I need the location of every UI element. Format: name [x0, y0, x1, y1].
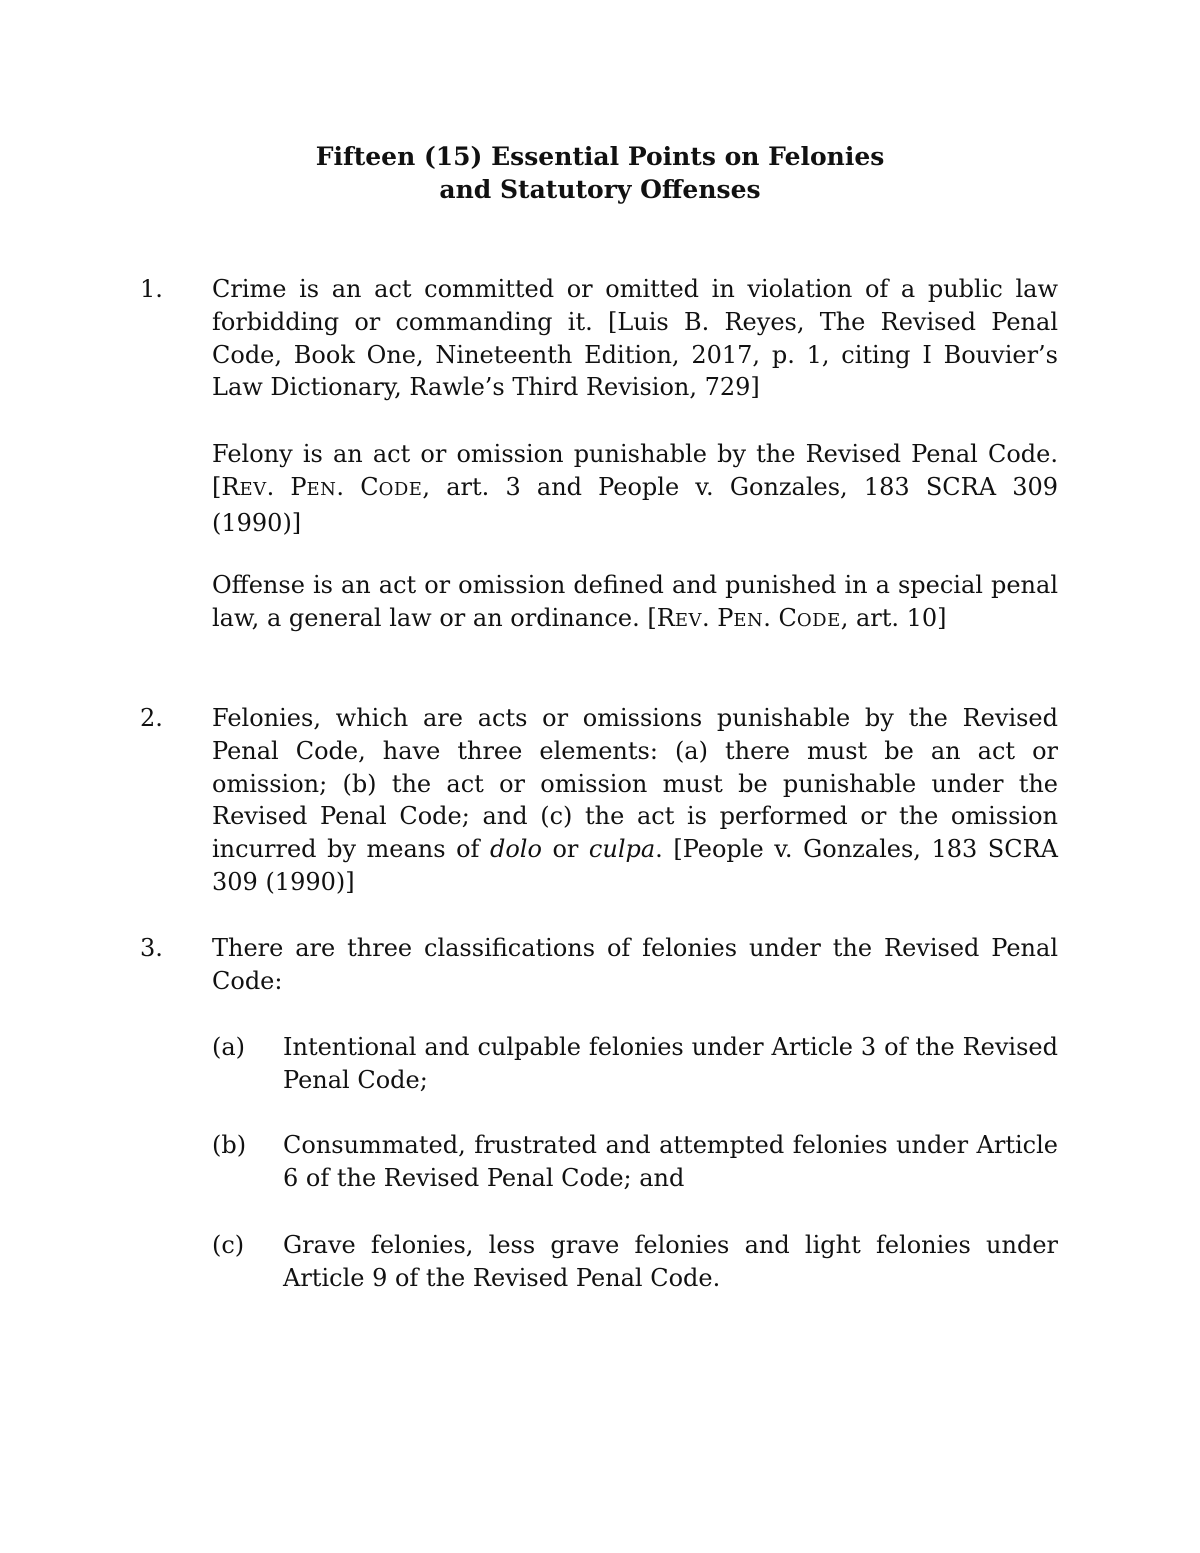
text-segment: Felony is an act or omission punishable by the Revised Penal Code. [R [212, 440, 1058, 501]
item-text: There are three classifications of felonies under the Revised Penal Code: [212, 934, 1058, 995]
italic-term: dolo [489, 835, 542, 864]
text-segment: , art. 3 and People v. Gonzales, 183 SCRA 309 (1990)] [212, 472, 1059, 537]
text-segment: . P [266, 472, 307, 501]
item-number: 3. [140, 934, 163, 962]
sub-item-a [212, 1031, 1058, 1097]
italic-term: culpa [588, 835, 656, 864]
text-segment: . P [701, 603, 734, 632]
small-caps-segment: EV [239, 478, 267, 500]
small-caps-segment: EV [674, 609, 702, 631]
sub-item-c [212, 1229, 1058, 1295]
sub-item-label: (c) [212, 1231, 245, 1259]
text-segment: Felonies, which are acts or omissions punishable by the Revised Penal Code, have three elements: (a) there must be an act or omission; (b) the act or omission must be punishable under the Revised Penal Code; and (c) the act is performed or the omission incurred by means of [212, 704, 1058, 864]
text-segment: . C [336, 472, 379, 501]
title-line-2: and Statutory Offenses [439, 175, 761, 204]
sub-item-text: Intentional and culpable felonies under Article 3 of the Revised Penal Code; [283, 1033, 1058, 1094]
title-line-1: Fifteen (15) Essential Points on Felonies [315, 142, 885, 171]
paragraph-offense-definition [212, 569, 1058, 638]
item-text: Crime is an act committed or omitted in violation of a public law forbidding or commanding it. [Luis B. Reyes, The Revised Penal Code, Book One, Nineteenth Edition, 2017, p. 1, citing I Bouvier’s Law Dictionary, Rawle’s Third Revision, 729] [212, 275, 1058, 402]
text-segment: . C [763, 603, 797, 632]
item-number: 1. [140, 275, 163, 303]
list-item-2 [140, 702, 1058, 899]
document-title [0, 140, 1200, 206]
small-caps-segment: ODE [796, 609, 841, 631]
text-segment: , art. 10] [840, 603, 947, 632]
sub-item-text: Grave felonies, less grave felonies and light felonies under Article 9 of the Revised Penal Code. [283, 1231, 1058, 1292]
small-caps-segment: EN [306, 478, 337, 500]
sub-item-label: (a) [212, 1033, 246, 1061]
sub-item-label: (b) [212, 1131, 247, 1159]
list-item-3 [140, 932, 1058, 998]
text-segment: or [541, 835, 589, 864]
paragraph-felony-definition [212, 438, 1058, 539]
list-item-1 [140, 273, 1058, 404]
sub-item-text: Consummated, frustrated and attempted felonies under Article 6 of the Revised Penal Code; and [283, 1131, 1058, 1192]
text-segment: . [People v. Gonzales, 183 SCRA 309 (1990)] [212, 835, 1059, 896]
sub-item-b [212, 1129, 1058, 1195]
text-segment: Offense is an act or omission defined and punished in a special penal law, a general law or an ordinance. [R [212, 571, 1058, 632]
small-caps-segment: EN [733, 609, 764, 631]
item-text [212, 702, 1058, 899]
small-caps-segment: ODE [378, 478, 423, 500]
item-number: 2. [140, 704, 163, 732]
